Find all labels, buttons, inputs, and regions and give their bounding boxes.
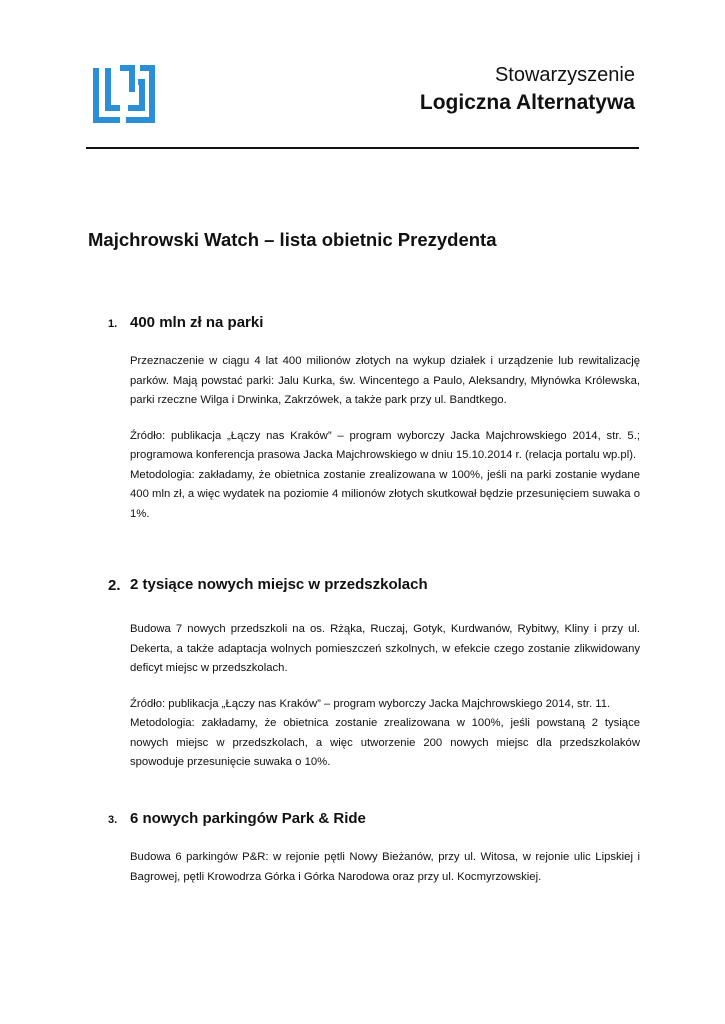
org-line-1: Stowarzyszenie bbox=[494, 64, 635, 86]
header-divider bbox=[86, 147, 639, 149]
section-description: Budowa 7 nowych przedszkoli na os. Rżąka, Ruczaj, Gotyk, Kurdwanów, Rybitwy, Kliny i przy ul. Dekerta, a także adaptacja wolnych pomieszczeń szkolnych, w efekcie czego zostanie zlikwidowany deficyt miejsc w przedszkolach. bbox=[130, 623, 640, 674]
section-description: Przeznaczenie w ciągu 4 lat 400 milionów złotych na wykup działek i urządzenie lub rewitalizację parków. Mają powstać parki: Jalu Kurka, św. Wincentego a Paulo, Aleksandry, Młynówka Królewska, parki rzeczne Wilga i Drwinka, Zakrzówek, a także park przy ul. Bandtkego. bbox=[130, 355, 640, 406]
promise-section-2 bbox=[108, 576, 640, 773]
document-title: Majchrowski Watch – lista obietnic Prezydenta bbox=[88, 229, 497, 250]
section-heading: 6 nowych parkingów Park & Ride bbox=[130, 810, 366, 827]
section-heading: 2 tysiące nowych miejsc w przedszkolach bbox=[130, 576, 428, 593]
promise-section-3 bbox=[108, 810, 640, 887]
organization-name bbox=[420, 62, 635, 118]
section-methodology: Metodologia: zakładamy, że obietnica zostanie zrealizowana w 100%, jeśli na parki zostanie wydane 400 mln zł, a więc wydatek na poziomie 4 milionów złotych skutkował będzie przesunięciem suwaka o 1%. bbox=[130, 468, 640, 520]
section-number: 3. bbox=[108, 814, 118, 826]
promise-section-1 bbox=[108, 314, 640, 524]
lla-logo-icon bbox=[92, 62, 156, 126]
section-number: 1. bbox=[108, 318, 118, 330]
section-number: 2. bbox=[108, 577, 121, 594]
org-line-2: Logiczna Alternatywa bbox=[419, 91, 635, 114]
section-source: Źródło: publikacja „Łączy nas Kraków” – program wyborczy Jacka Majchrowskiego 2014, str. 11. bbox=[130, 697, 611, 710]
section-heading: 400 mln zł na parki bbox=[130, 314, 264, 331]
section-source: Źródło: publikacja „Łączy nas Kraków” – program wyborczy Jacka Majchrowskiego 2014, str. 5.; programowa konferencja prasowa Jacka Majchrowskiego w dniu 15.10.2014 r. (relacja portalu wp.pl). bbox=[130, 429, 640, 461]
section-description: Budowa 6 parkingów P&R: w rejonie pętli Nowy Bieżanów, przy ul. Witosa, w rejonie ulic Lipskiej i Bagrowej, pętli Krowodrza Górka i Górka Narodowa oraz przy ul. Kocmyrzowskiej. bbox=[130, 851, 640, 883]
section-methodology: Metodologia: zakładamy, że obietnica zostanie zrealizowana w 100%, jeśli powstaną 2 tysiące nowych miejsc w przedszkolach, a więc utworzenie 200 nowych miejsc dla przedszkolaków spowoduje przesunięcie suwaka o 10%. bbox=[130, 717, 640, 768]
